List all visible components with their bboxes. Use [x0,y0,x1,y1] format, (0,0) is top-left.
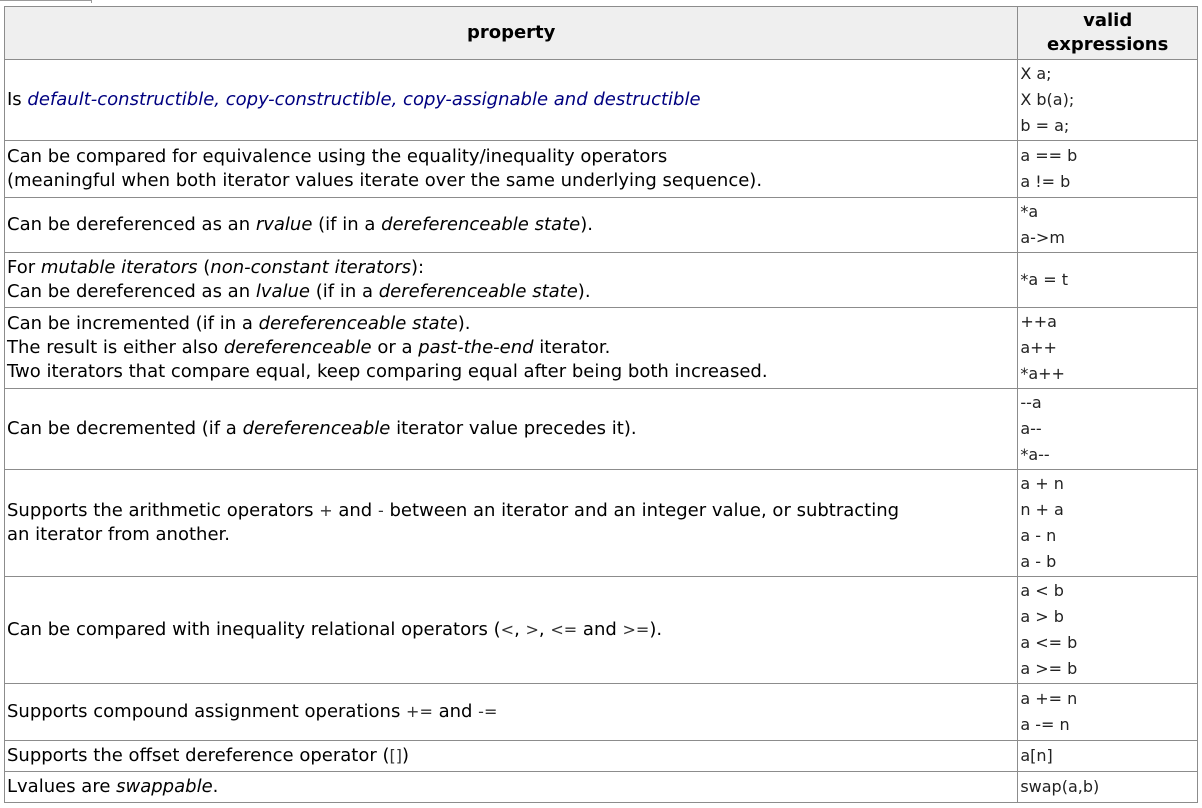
property-cell: Can be incremented (if in a dereferenceable state). The result is either also dereferenceable or a past-the-end iterator. Two iterators that compare equal, keep comparing equal after being both increased. [5,308,1018,389]
expression: --a [1020,393,1042,412]
expression: X a; [1020,64,1052,83]
property-cell: Can be decremented (if a dereferenceable iterator value precedes it). [5,389,1018,470]
destructible-link[interactable]: destructible [593,89,701,110]
expressions-cell [1018,253,1198,308]
expressions-cell [1018,470,1198,577]
table-row [5,198,1198,253]
property-cell: For mutable iterators (non-constant iterators): Can be dereferenced as an lvalue (if in a dereferenceable state). [5,253,1018,308]
expression: a >= b [1020,659,1078,678]
property-cell: Can be compared with inequality relational operators (<, >, <= and >=). [5,577,1018,684]
copy-constructible-link[interactable]: copy-constructible [225,89,392,110]
property-cell: Is default-constructible, copy-constructible, copy-assignable and destructible [5,60,1018,141]
expression: a < b [1020,581,1064,600]
expression: a -= n [1020,715,1070,734]
expression: *a = t [1020,270,1068,289]
expression: a - b [1020,552,1057,571]
expressions-cell [1018,772,1198,803]
expression: a->m [1020,228,1065,247]
expressions-cell [1018,577,1198,684]
expression: a++ [1020,338,1057,357]
property-cell: Supports the arithmetic operators + and - between an iterator and an integer value, or subtracting an iterator from another. [5,470,1018,577]
table-row [5,577,1198,684]
expression: a += n [1020,689,1078,708]
expression: a + n [1020,474,1064,493]
expression: *a [1020,202,1039,221]
copy-assignable-link[interactable]: copy-assignable [403,89,549,110]
expression: ++a [1020,312,1057,331]
expression: *a++ [1020,364,1065,383]
table-row [5,470,1198,577]
table-row [5,60,1198,141]
expression: swap(a,b) [1020,777,1100,796]
table-row [5,741,1198,772]
expression: *a-- [1020,445,1050,464]
expressions-cell [1018,389,1198,470]
property-cell: Supports the offset dereference operator ([]) [5,741,1018,772]
expression: a <= b [1020,633,1078,652]
header-row [5,7,1198,60]
expression: X b(a); [1020,90,1075,109]
expression: n + a [1020,500,1064,519]
property-cell: Lvalues are swappable. [5,772,1018,803]
valid-expressions-header: valid expressions [1018,7,1198,60]
iterator-properties-table [4,6,1198,803]
default-constructible-link[interactable]: default-constructible [27,89,215,110]
table-row [5,684,1198,741]
expressions-cell [1018,741,1198,772]
property-header: property [5,7,1018,60]
table-row [5,253,1198,308]
expressions-cell [1018,60,1198,141]
property-cell: Can be dereferenced as an rvalue (if in a dereferenceable state). [5,198,1018,253]
expression: a != b [1020,172,1071,191]
expression: b = a; [1020,116,1070,135]
expression: a == b [1020,146,1078,165]
property-cell: Supports compound assignment operations += and -= [5,684,1018,741]
table-row [5,308,1198,389]
table-row [5,141,1198,198]
expression: a > b [1020,607,1064,626]
expressions-cell [1018,198,1198,253]
expression: a[n] [1020,746,1053,765]
table-row [5,389,1198,470]
table-row [5,772,1198,803]
expression: a - n [1020,526,1057,545]
expression: a-- [1020,419,1042,438]
property-cell: Can be compared for equivalence using the equality/inequality operators (meaningful when both iterator values iterate over the same underlying sequence). [5,141,1018,198]
tab-stub [0,0,92,3]
expressions-cell [1018,684,1198,741]
expressions-cell [1018,141,1198,198]
expressions-cell [1018,308,1198,389]
